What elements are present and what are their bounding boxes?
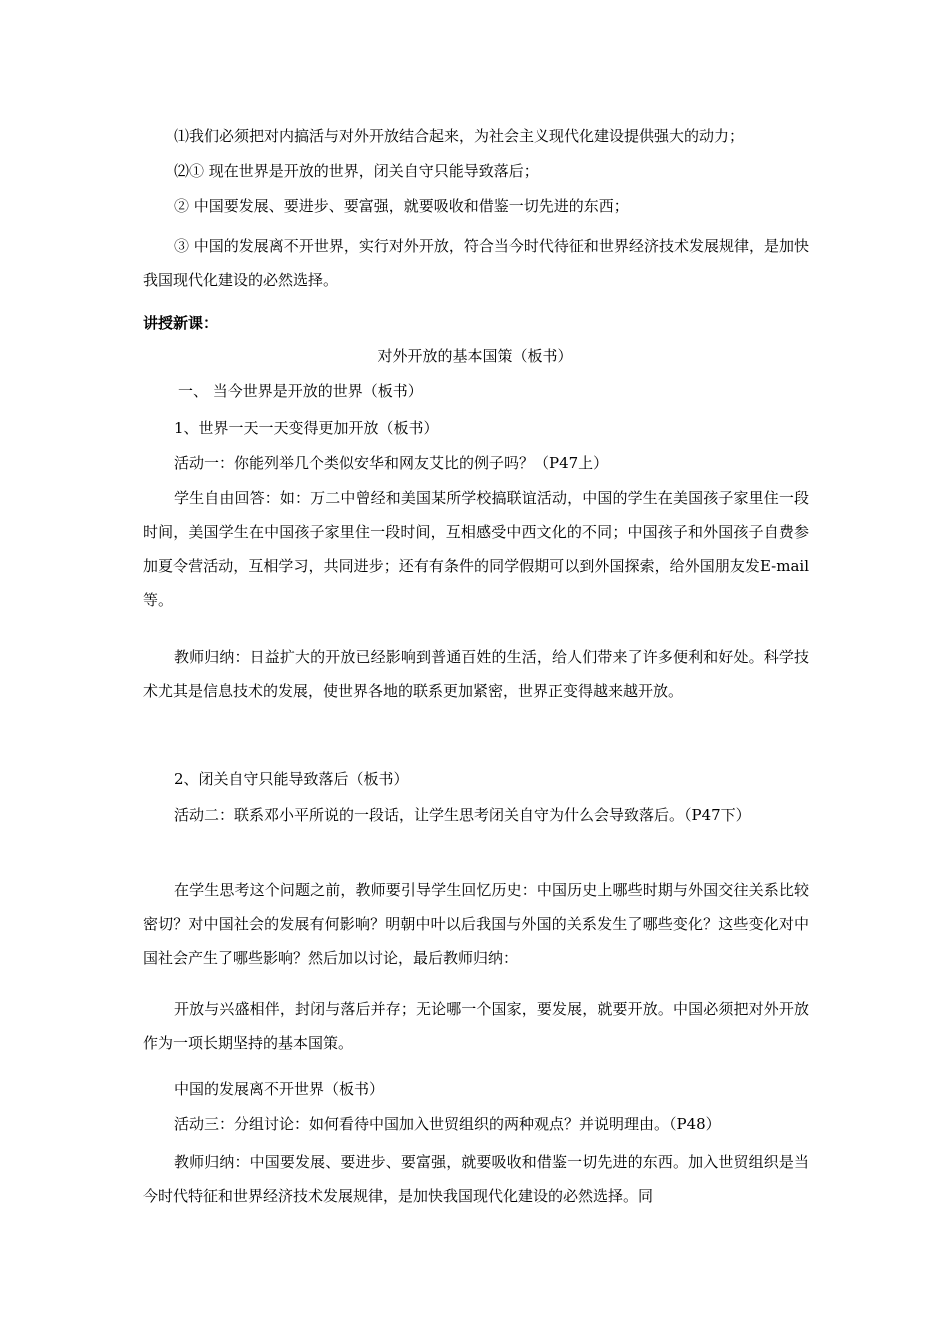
part1-title: 一、 当今世界是开放的世界（板书）	[178, 382, 423, 400]
sub3-title: 中国的发展离不开世界（板书）	[174, 1080, 385, 1098]
summary3-paragraph: 教师归纳：中国要发展、要进步、要富强，就要吸收和借鉴一切先进的东西。加入世贸组织是当今时代特征和世界经济技术发展规律，是加快我国现代化建设的必然选择。同	[143, 1153, 809, 1205]
sub2-title: 2、闭关自守只能导致落后（板书）	[174, 770, 409, 788]
summary1-paragraph: 教师归纳：日益扩大的开放已经影响到普通百姓的生活，给人们带来了许多便利和好处。科学技术尤其是信息技术的发展，使世界各地的联系更加紧密，世界正变得越来越开放。	[143, 648, 809, 700]
intro-line-3: ② 中国要发展、要进步、要富强，就要吸收和借鉴一切先进的东西；	[174, 197, 629, 215]
section-heading: 讲授新课：	[143, 314, 219, 332]
conclusion2-paragraph: 开放与兴盛相伴，封闭与落后并存；无论哪一个国家，要发展，就要开放。中国必须把对外开放作为一项长期坚持的基本国策。	[143, 1000, 809, 1052]
activity1: 活动一：你能列举几个类似安华和网友艾比的例子吗？（P47上）	[174, 454, 609, 472]
board-title: 对外开放的基本国策（板书）	[377, 347, 573, 365]
sub1-title: 1、世界一天一天变得更加开放（板书）	[174, 419, 439, 437]
activity3: 活动三：分组讨论：如何看待中国加入世贸组织的两种观点？并说明理由。（P48）	[174, 1115, 721, 1133]
intro-paragraph-4: ③ 中国的发展离不开世界，实行对外开放，符合当今时代待征和世界经济技术发展规律，是加快我国现代化建设的必然选择。	[143, 237, 809, 289]
intro-line-2: ⑵① 现在世界是开放的世界，闭关自守只能导致落后；	[174, 162, 539, 180]
guide2-paragraph: 在学生思考这个问题之前，教师要引导学生回忆历史：中国历史上哪些时期与外国交往关系比较密切？对中国社会的发展有何影响？明朝中叶以后我国与外国的关系发生了哪些变化？这些变化对中国社会产生了哪些影响？然后加以讨论，最后教师归纳：	[143, 881, 809, 967]
intro-line-1: ⑴我们必须把对内搞活与对外开放结合起来，为社会主义现代化建设提供强大的动力；	[174, 127, 745, 145]
answer1-paragraph: 学生自由回答：如：万二中曾经和美国某所学校搞联谊活动，中国的学生在美国孩子家里住一段时间，美国学生在中国孩子家里住一段时间，互相感受中西文化的不同；中国孩子和外国孩子自费参加夏令营活动，互相学习，共同进步；还有有条件的同学假期可以到外国探索，给外国朋友发E-mail等。	[143, 489, 809, 609]
activity2-paragraph: 活动二：联系邓小平所说的一段话，让学生思考闭关自守为什么会导致落后。（P47下）	[174, 806, 751, 824]
